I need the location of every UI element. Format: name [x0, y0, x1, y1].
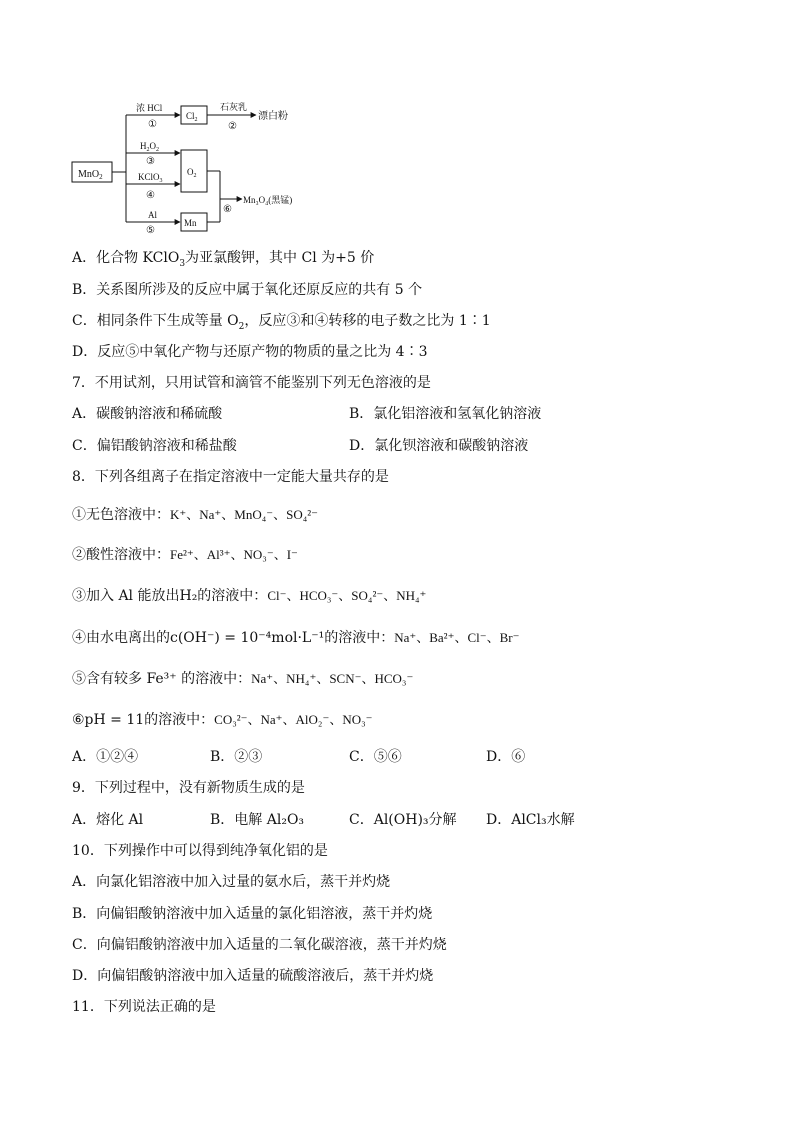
q6-option-c: C．相同条件下生成等量 $O_2$，反应③和④转移的电子数之比为 1∶1 [72, 313, 491, 332]
q9-option-b: B．电解 Al₂O₃ [210, 812, 305, 828]
q8-option-a: A．①②④ [72, 749, 139, 765]
q10-option-b: B．向偏铝酸钠溶液中加入适量的氯化铝溶液，蒸干并灼烧 [72, 906, 433, 922]
svg-text:O2: $O_2$ [187, 167, 197, 179]
mno2-label: MnO [78, 169, 100, 180]
q8-option-b: B．②③ [210, 749, 263, 765]
q9-option-a: A．熔化 Al [72, 812, 144, 828]
step-4: ④ [146, 190, 155, 201]
o2-box [181, 150, 207, 192]
q7-option-b: B．氯化铝溶液和氢氧化钠溶液 [349, 406, 542, 422]
mn-label: Mn [184, 218, 197, 228]
q6-option-b: B．关系图所涉及的反应中属于氧化还原反应的共有 5 个 [72, 282, 423, 298]
reagent-2: 石灰乳 [220, 102, 248, 112]
q10-option-d: D．向偏铝酸钠溶液中加入适量的硫酸溶液后，蒸干并灼烧 [72, 968, 434, 984]
q6-option-a: A．化合物 KClO$_3$为亚氯酸钾，其中 Cl 为+5 价 [72, 250, 375, 269]
q8-stem: 8．下列各组离子在指定溶液中一定能大量共存的是 [72, 469, 389, 485]
q8-statement-4: ④由水电离出的c(OH⁻) = 10⁻⁴mol·L⁻¹的溶液中：Na⁺、Ba²⁺、Cl⁻、Br⁻ [72, 630, 520, 646]
step-6: ⑥ [223, 204, 232, 215]
q8-option-d: D．⑥ [486, 749, 526, 765]
o2-label: O [187, 167, 194, 177]
reagent-1: 浓 HCl [136, 103, 163, 113]
q10-stem: 10．下列操作中可以得到纯净氧化铝的是 [72, 843, 328, 859]
reagent-3: $H_2O_2$ [140, 141, 159, 153]
q10-option-c: C．向偏铝酸钠溶液中加入适量的二氧化碳溶液，蒸干并灼烧 [72, 937, 447, 953]
q8-option-c: C．⑤⑥ [349, 749, 402, 765]
q8-statement-5: ⑤含有较多 Fe³⁺ 的溶液中：Na⁺、NH₄⁺、SCN⁻、HCO₃⁻ [72, 671, 414, 687]
step-2: ② [228, 121, 237, 132]
svg-text:MnO2: MnO$_2$ [78, 169, 103, 181]
q10-option-a: A．向氯化铝溶液中加入过量的氨水后，蒸干并灼烧 [72, 874, 391, 890]
reagent-5: Al [148, 210, 157, 220]
reaction-diagram [70, 95, 310, 235]
product-mn3o4: Mn₃O₄(黑锰) [243, 195, 293, 205]
svg-text:Cl2: $Cl_2$ [186, 111, 198, 123]
q6-option-d: D．反应⑤中氧化产物与还原产物的物质的量之比为 4∶3 [72, 344, 428, 360]
q8-statement-1: ①无色溶液中：K⁺、Na⁺、MnO₄⁻、SO₄²⁻ [72, 507, 319, 523]
reagent-4: KClO$_3$ [138, 172, 163, 184]
q9-option-d: D．AlCl₃水解 [486, 812, 575, 828]
q11-stem: 11．下列说法正确的是 [72, 999, 216, 1015]
q7-option-a: A．碳酸钠溶液和稀硫酸 [72, 406, 223, 422]
step-1: ① [148, 119, 157, 130]
q7-option-c: C．偏铝酸钠溶液和稀盐酸 [72, 438, 237, 454]
cl2-label: Cl [186, 111, 195, 121]
q9-stem: 9．下列过程中，没有新物质生成的是 [72, 780, 305, 796]
step-5: ⑤ [146, 225, 155, 235]
q7-stem: 7．不用试剂，只用试管和滴管不能鉴别下列无色溶液的是 [72, 375, 431, 391]
q7-option-d: D．氯化钡溶液和碳酸钠溶液 [349, 438, 529, 454]
q9-option-c: C．Al(OH)₃分解 [349, 812, 457, 828]
q8-statement-2: ②酸性溶液中：Fe²⁺、Al³⁺、NO₃⁻、I⁻ [72, 547, 298, 563]
product-bleach: 漂白粉 [258, 111, 288, 122]
q8-statement-6: ⑥pH = 11的溶液中：CO₃²⁻、Na⁺、AlO₂⁻、NO₃⁻ [72, 712, 373, 728]
step-3: ③ [146, 156, 155, 167]
q8-statement-3: ③加入 Al 能放出H₂的溶液中：Cl⁻、HCO₃⁻、SO₄²⁻、NH₄⁺ [72, 588, 427, 604]
